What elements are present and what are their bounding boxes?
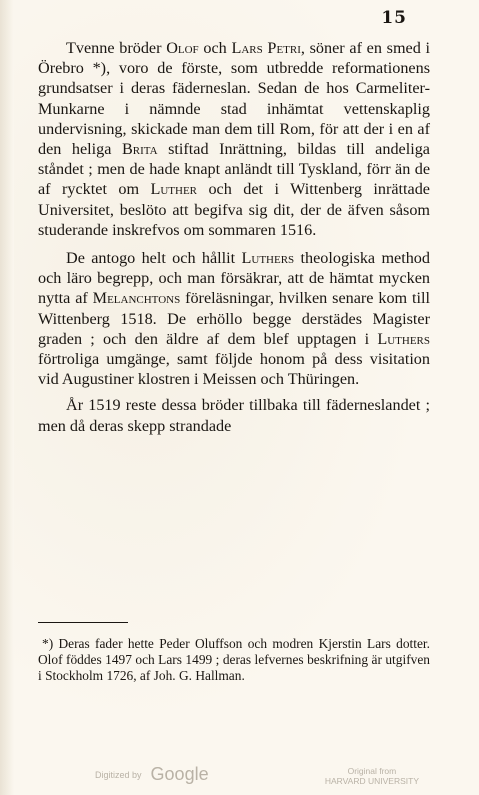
text-run: föreläsningar, hvilken senare kom till Wittenberg 1518. De erhöllo begge derstädes Magister graden ; och den äldre af dem blef upptagen i	[38, 289, 430, 348]
footnote	[38, 636, 430, 684]
text-run: , söner af en smed i Örebro *), voro de förste, som utbredde reformationens grundsatser i deras fäderneslan. Sedan de hos Carmeliter-Munkarne i nämnde stad inhämtat vettenskaplig undervisning, skickade man dem till Rom, för att der i en af den heliga	[38, 39, 431, 159]
digitized-by-label: Digitized by	[95, 770, 142, 781]
small-caps-name: Melanchtons	[92, 289, 181, 308]
small-caps-name: Lars Petri	[231, 39, 301, 57]
text-run: Tvenne bröder	[66, 39, 167, 57]
text-run: År 1519 reste dessa bröder tillbaka till fäderneslandet ; men då deras skepp strandade	[38, 396, 430, 435]
small-caps-name: Brita	[121, 140, 158, 159]
paragraph	[38, 248, 430, 389]
page-gutter-shadow	[0, 0, 14, 795]
small-caps-name: Luther	[150, 180, 198, 199]
paragraph	[38, 38, 430, 240]
page-number: 15	[381, 8, 407, 28]
text-run: stiftad Inrättning, bildas till andeliga ståndet ; men de hade knapt anländt till Tyskland, förr än de af rycktet om	[38, 140, 430, 199]
harvard-university-label: HARVARD UNIVERSITY	[324, 776, 419, 786]
text-run: theologiska method och läro begrepp, och man försäkrar, att de hämtat mycken nytta af	[38, 249, 430, 308]
small-caps-name: Olof	[166, 39, 199, 57]
text-run: och det i Wittenberg inrättade Universitet, beslöto att begifva sig dit, der de äfven såsom studerande inskrefvos om sommaren 1516.	[38, 180, 430, 239]
text-run: och	[198, 39, 232, 57]
text-run: förtroliga umgänge, samt följde honom på dess visitation vid Augustiner klostren i Meissen och Thüringen.	[38, 350, 430, 389]
small-caps-name: Luthers	[241, 249, 295, 268]
paragraph	[38, 395, 430, 435]
footnote-rule	[38, 622, 128, 623]
text-run: De antogo helt och hållit	[66, 249, 242, 268]
text-run: *) Deras fader hette Peder Oluffson och modren Kjerstin Lars dotter. Olof föddes 1497 och Lars 1499 ; deras lefvernes beskrifning är utgifven i Stockholm 1726, af Joh. G. Hallman.	[38, 636, 430, 683]
small-caps-name: Luthers	[377, 329, 430, 348]
original-from-label: Original from	[347, 766, 397, 776]
original-from-watermark	[325, 766, 419, 786]
digitized-by-watermark	[95, 764, 209, 785]
body-text	[38, 38, 430, 442]
google-wordmark: Google	[150, 764, 209, 784]
